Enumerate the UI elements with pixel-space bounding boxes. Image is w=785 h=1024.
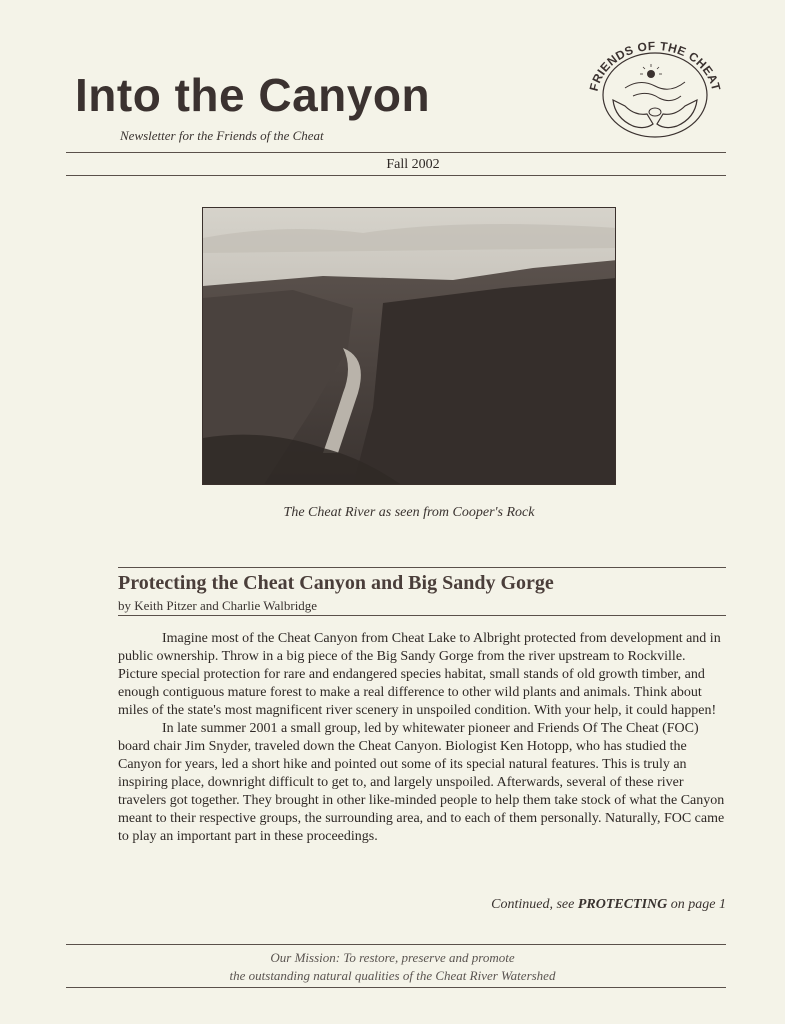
- svg-text:FRIENDS OF THE CHEAT: [587, 40, 724, 93]
- article-byline: by Keith Pitzer and Charlie Walbridge: [118, 598, 318, 613]
- mission-statement-line-1: Our Mission: To restore, preserve and promote: [270, 950, 515, 965]
- continued-keyword: PROTECTING: [577, 897, 668, 912]
- article-headline: Protecting the Cheat Canyon and Big Sandy Gorge: [118, 572, 554, 594]
- cheat-river-photo: [202, 207, 616, 485]
- article-body: [118, 630, 728, 846]
- continued-link[interactable]: [420, 897, 726, 913]
- issue-date: Fall 2002: [386, 157, 440, 172]
- canyon-landscape-image: [203, 208, 616, 485]
- photo-caption: The Cheat River as seen from Cooper's Rock: [283, 505, 535, 520]
- article-divider-bottom: [118, 615, 726, 616]
- logo-text: FRIENDS OF THE CHEAT: [586, 40, 724, 93]
- masthead-divider-bottom: [66, 175, 726, 176]
- hands-holding-river-logo-icon: [585, 40, 725, 140]
- friends-of-the-cheat-logo: [585, 40, 725, 140]
- newsletter-title: Into the Canyon: [75, 69, 431, 121]
- article-divider-top: [118, 567, 726, 568]
- article-paragraph: In late summer 2001 a small group, led by whitewater pioneer and Friends Of The Cheat (FOC) board chair Jim Snyder, traveled down the Cheat Canyon. Biologist Ken Hotopp, who has studied the Canyon for years, led a short hike and pointed out some of its special natural features. This is truly an inspiring place, downright difficult to get to, and largely unspoiled. Afterwards, several of these river travelers got together. They brought in other like-minded people to help them take stock of what the Canyon meant to their respective groups, the surrounding area, and to each of them personally. Naturally, FOC came to play an important part in these proceedings.: [118, 721, 725, 844]
- footer-divider-top: [66, 944, 726, 945]
- continued-suffix: on page 1: [667, 897, 726, 912]
- continued-prefix: Continued, see: [491, 897, 578, 912]
- masthead-divider-top: [66, 152, 726, 153]
- newsletter-subtitle: Newsletter for the Friends of the Cheat: [120, 128, 324, 143]
- article-paragraph: Imagine most of the Cheat Canyon from Cheat Lake to Albright protected from development and in public ownership. Throw in a big piece of the Big Sandy Gorge from the river upstream to Rockville. Picture special protection for rare and endangered species habitat, small stands of old growth timber, and enough contiguous mature forest to make a real difference to other wild plants and animals. Think about miles of the state's most magnificent river scenery in unspoiled condition. With your help, it could happen!: [118, 631, 721, 718]
- footer-divider-bottom: [66, 987, 726, 988]
- mission-statement-line-2: the outstanding natural qualities of the Cheat River Watershed: [229, 968, 556, 983]
